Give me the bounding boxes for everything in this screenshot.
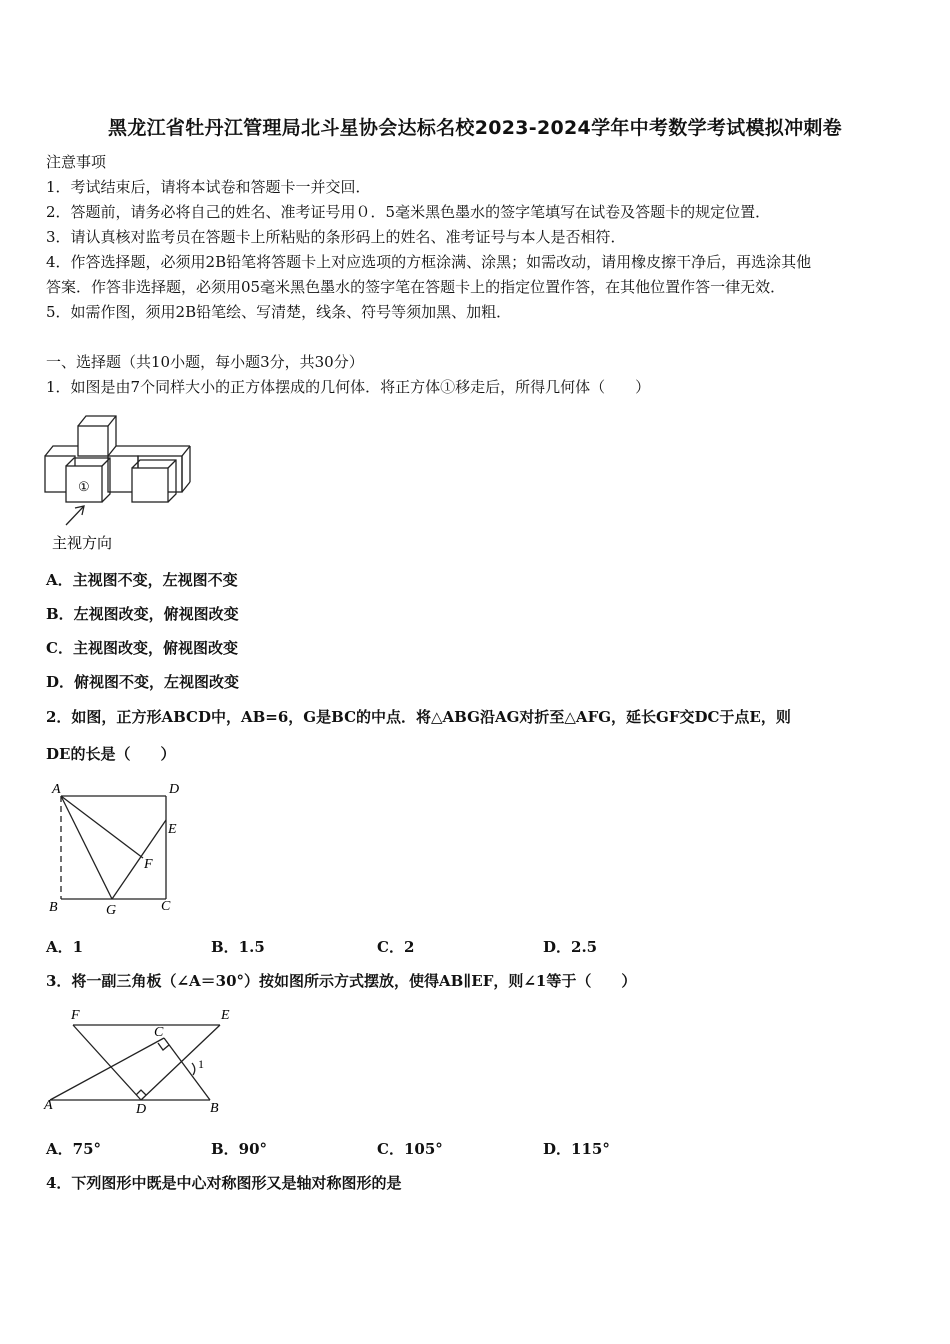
notice-item: 5．如需作图，须用2B铅笔绘、写清楚，线条、符号等须加黑、加粗． bbox=[46, 303, 512, 321]
label-a: A bbox=[44, 1098, 53, 1113]
label-e: E bbox=[221, 1008, 230, 1023]
q3-option-c[interactable]: C．105° bbox=[377, 1140, 443, 1158]
q1-cube-figure bbox=[40, 412, 200, 554]
label-f: F bbox=[71, 1008, 80, 1023]
q1-option-a[interactable]: A．主视图不变，左视图不变 bbox=[46, 571, 238, 589]
label-b: B bbox=[49, 900, 58, 915]
label-c: C bbox=[154, 1025, 164, 1040]
section-heading: 一、选择题（共10小题，每小题3分，共30分） bbox=[46, 353, 364, 371]
label-g: G bbox=[106, 903, 117, 918]
view-direction-label: 主视方向 bbox=[52, 536, 113, 552]
notice-item: 4．作答选择题，必须用2B铅笔将答题卡上对应选项的方框涂满、涂黑；如需改动，请用橡皮擦干净后，再选涂其他 bbox=[46, 253, 812, 271]
q1-option-b[interactable]: B．左视图改变，俯视图改变 bbox=[46, 605, 239, 623]
q3-option-b[interactable]: B．90° bbox=[211, 1140, 268, 1158]
notice-heading: 注意事项 bbox=[46, 153, 107, 171]
notice-item: 1．考试结束后，请将本试卷和答题卡一并交回． bbox=[46, 178, 371, 196]
q3-triangle-figure bbox=[40, 1003, 250, 1121]
label-d: D bbox=[136, 1102, 147, 1117]
cube-1-label: ① bbox=[78, 479, 90, 494]
question-1-stem: 1．如图是由7个同样大小的正方体摆成的几何体．将正方体①移走后，所得几何体（ ） bbox=[46, 378, 651, 396]
label-c: C bbox=[161, 899, 171, 914]
notice-item: 2．答题前，请务必将自己的姓名、准考证号用０．5毫米黑色墨水的签字笔填写在试卷及答题卡的规定位置． bbox=[46, 203, 771, 221]
q2-option-a[interactable]: A．1 bbox=[46, 938, 84, 956]
label-b: B bbox=[210, 1101, 219, 1116]
label-e: E bbox=[168, 822, 177, 837]
q2-option-b[interactable]: B．1.5 bbox=[211, 938, 265, 956]
label-d: D bbox=[169, 782, 180, 797]
q2-square-figure bbox=[44, 776, 194, 918]
q3-option-d[interactable]: D．115° bbox=[543, 1140, 610, 1158]
label-a: A bbox=[52, 782, 61, 797]
question-4-stem: 4．下列图形中既是中心对称图形又是轴对称图形的是 bbox=[46, 1174, 402, 1192]
question-2-stem: 2．如图，正方形ABCD中，AB=6，G是BC的中点．将△ABG沿AG对折至△AFG，延长GF交DC于点E，则 bbox=[46, 708, 791, 726]
q3-option-a[interactable]: A．75° bbox=[46, 1140, 102, 1158]
angle-1-label: 1 bbox=[198, 1057, 204, 1071]
notice-item: 3．请认真核对监考员在答题卡上所粘贴的条形码上的姓名、准考证号与本人是否相符． bbox=[46, 228, 626, 246]
question-2-stem-cont: DE的长是（ ） bbox=[46, 745, 176, 763]
q1-option-c[interactable]: C．主视图改变，俯视图改变 bbox=[46, 639, 238, 657]
q1-option-d[interactable]: D．俯视图不变，左视图改变 bbox=[46, 673, 240, 691]
q2-option-c[interactable]: C．2 bbox=[377, 938, 415, 956]
notice-item: 答案．作答非选择题，必须用05毫米黑色墨水的签字笔在答题卡上的指定位置作答，在其他位置作答一律无效． bbox=[46, 278, 786, 296]
question-3-stem: 3．将一副三角板（∠A＝30°）按如图所示方式摆放，使得AB∥EF，则∠1等于（ ） bbox=[46, 972, 637, 990]
page-title: 黑龙江省牡丹江管理局北斗星协会达标名校2023-2024学年中考数学考试模拟冲刺卷 bbox=[108, 117, 842, 139]
q2-option-d[interactable]: D．2.5 bbox=[543, 938, 598, 956]
label-f: F bbox=[144, 857, 153, 872]
